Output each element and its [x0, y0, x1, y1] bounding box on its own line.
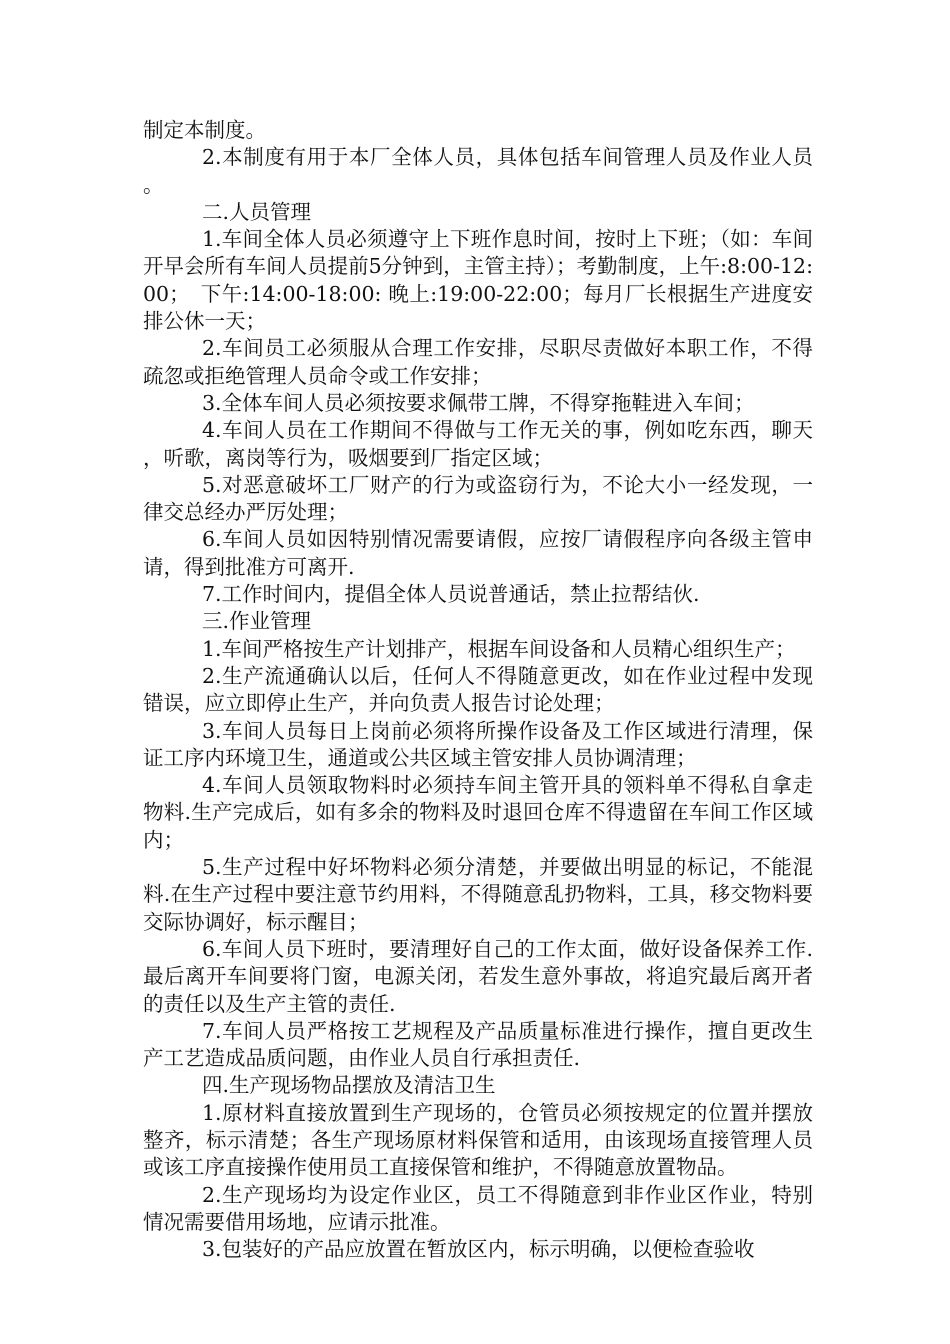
document-body: [143, 117, 813, 1263]
paragraph: 2.本制度有用于本厂全体人员，具体包括车间管理人员及作业人员。: [143, 145, 813, 197]
paragraph: 5.对恶意破坏工厂财产的行为或盗窃行为，不论大小一经发现，一律交总经办严厉处理；: [143, 472, 813, 525]
paragraph: 5.生产过程中好坏物料必须分清楚，并要做出明显的标记，不能混料.在生产过程中要注意节约用料，不得随意乱扔物料，工具，移交物料要交际协调好，标示醒目；: [143, 855, 813, 934]
paragraph: 3.包装好的产品应放置在暂放区内，标示明确，以便检查验收: [202, 1237, 755, 1262]
paragraph: 3.全体车间人员必须按要求佩带工牌，不得穿拖鞋进入车间；: [202, 390, 755, 415]
paragraph: 1.车间全体人员必须遵守上下班作息时间，按时上下班；（如：车间开早会所有车间人员提前5分钟到，主管主持）；考勤制度，上午:8:00-12:00； 下午:14:00-18:00: 晚上:19:00-22:00；每月厂长根据生产进度安排公休一天；: [143, 227, 813, 334]
paragraph: 4.车间人员在工作期间不得做与工作无关的事，例如吃东西，聊天，听歌，离岗等行为，吸烟要到厂指定区域；: [143, 418, 813, 470]
paragraph: 6.车间人员下班时，要清理好自己的工作太面，做好设备保养工作.最后离开车间要将门窗，电源关闭，若发生意外事故，将追究最后离开者的责任以及生产主管的责任.: [143, 936, 813, 1016]
paragraph: 1.车间严格按生产计划排产，根据车间设备和人员精心组织生产；: [202, 636, 796, 661]
paragraph: 四.生产现场物品摆放及清洁卫生: [202, 1073, 496, 1098]
paragraph: 7.车间人员严格按工艺规程及产品质量标准进行操作，擅自更改生产工艺造成品质问题，由作业人员自行承担责任.: [143, 1018, 813, 1071]
paragraph: 2.车间员工必须服从合理工作安排，尽职尽责做好本职工作，不得疏忽或拒绝管理人员命令或工作安排；: [143, 336, 813, 388]
paragraph: 1.原材料直接放置到生产现场的，仓管员必须按规定的位置并摆放整齐，标示清楚；各生产现场原材料保管和适用，由该现场直接管理人员或该工序直接操作使用员工直接保管和维护，不得随意放置物品。: [143, 1100, 813, 1180]
paragraph: 7.工作时间内，提倡全体人员说普通话，禁止拉帮结伙.: [202, 582, 700, 607]
paragraph: 二.人员管理: [202, 199, 312, 224]
paragraph: 三.作业管理: [202, 609, 312, 634]
paragraph: 4.车间人员领取物料时必须持车间主管开具的领料单不得私自拿走物料.生产完成后，如有多余的物料及时退回仓库不得遗留在车间工作区域内；: [143, 773, 813, 852]
paragraph: 制定本制度。: [143, 118, 266, 142]
paragraph: 2.生产现场均为设定作业区，员工不得随意到非作业区作业，特别情况需要借用场地，应请示批准。: [143, 1182, 813, 1234]
paragraph: 2.生产流通确认以后，任何人不得随意更改，如在作业过程中发现错误，应立即停止生产，并向负责人报告讨论处理；: [143, 663, 813, 716]
paragraph: 3.车间人员每日上岗前必须将所操作设备及工作区域进行清理，保证工序内环境卫生，通道或公共区域主管安排人员协调清理；: [143, 718, 813, 770]
paragraph: 6.车间人员如因特别情况需要请假，应按厂请假程序向各级主管申请，得到批准方可离开.: [143, 527, 813, 579]
